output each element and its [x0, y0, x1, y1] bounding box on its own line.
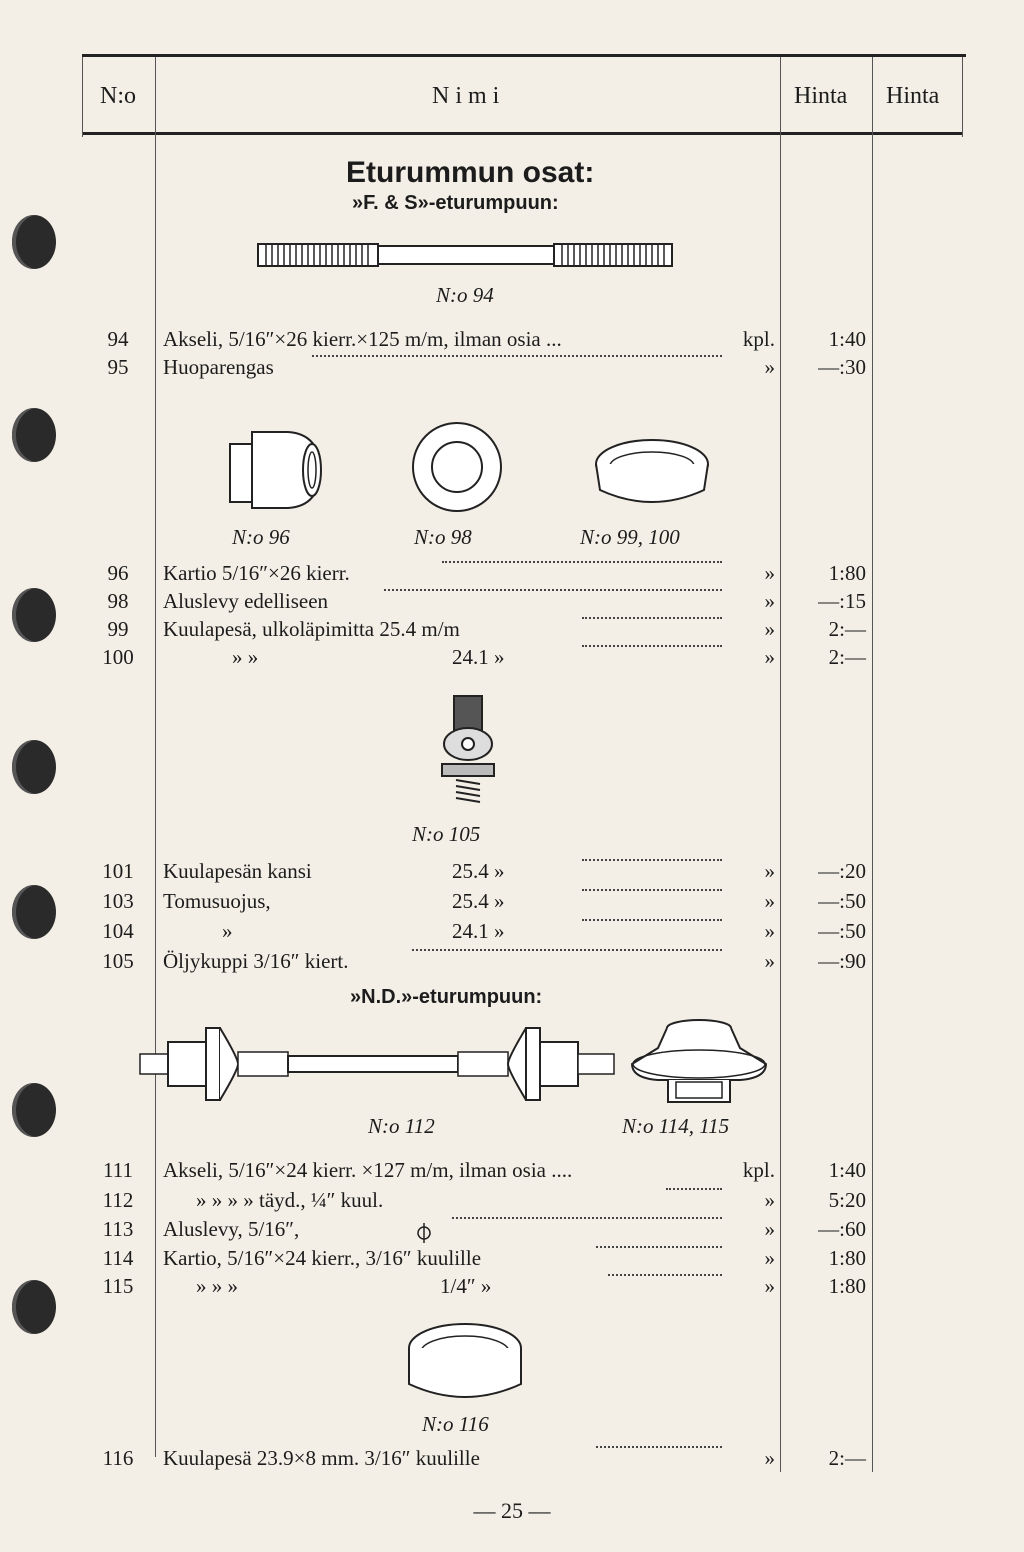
- dot-leader: [582, 859, 722, 861]
- dot-leader: [582, 617, 722, 619]
- caption-99-100: N:o 99, 100: [580, 525, 680, 549]
- table-row: [0, 327, 1024, 357]
- table-row: [0, 1158, 1024, 1188]
- header-no: N:o: [100, 83, 136, 109]
- row-unit: »: [764, 889, 775, 913]
- row-unit: kpl.: [742, 327, 775, 351]
- row-price: —:50: [818, 889, 866, 913]
- row-name: Öljykuppi 3/16″ kiert.: [163, 949, 349, 973]
- dot-leader: [666, 1188, 722, 1190]
- row-name: Akseli, 5/16″×24 kierr. ×127 m/m, ilman osia ....: [163, 1158, 573, 1182]
- dot-leader: [596, 1446, 722, 1448]
- row-price: 1:80: [828, 1274, 866, 1298]
- caption-112: N:o 112: [368, 1114, 435, 1138]
- row-size: 24.1 »: [452, 645, 505, 669]
- row-size: 25.4 »: [452, 889, 505, 913]
- ball-cup-99-illustration: [592, 434, 712, 514]
- oil-cup-105-illustration: [438, 692, 498, 812]
- row-number: 96: [107, 561, 129, 585]
- table-row: [0, 617, 1024, 647]
- row-price: —:30: [818, 355, 866, 379]
- page-number: — 25 —: [473, 1498, 551, 1523]
- row-name: Aluslevy edelliseen: [163, 589, 329, 613]
- top-rule: [82, 54, 966, 57]
- row-name: Kuulapesä 23.9×8 mm. 3/16″ kuulille: [163, 1446, 480, 1470]
- table-row: [0, 1274, 1024, 1304]
- table-row: [0, 949, 1024, 979]
- row-price: —:60: [818, 1217, 866, 1241]
- caption-116: N:o 116: [422, 1412, 489, 1436]
- caption-114-115: N:o 114, 115: [622, 1114, 730, 1138]
- row-unit: »: [764, 859, 775, 883]
- row-price: 1:80: [828, 1246, 866, 1270]
- binder-hole: [12, 215, 56, 269]
- row-price: 2:—: [828, 617, 866, 641]
- row-unit: »: [764, 589, 775, 613]
- row-name: »: [222, 919, 233, 943]
- header-rule: [82, 132, 962, 135]
- row-unit: »: [764, 645, 775, 669]
- caption-105: N:o 105: [412, 822, 481, 846]
- section-subtitle-nd: »N.D.»-eturumpuun:: [350, 986, 543, 1008]
- table-row: [0, 889, 1024, 919]
- row-number: 112: [102, 1188, 134, 1212]
- caption-98: N:o 98: [414, 525, 472, 549]
- row-number: 95: [107, 355, 129, 379]
- dot-leader: [442, 561, 722, 563]
- caption-96: N:o 96: [232, 525, 290, 549]
- row-unit: kpl.: [742, 1158, 775, 1182]
- row-name: Tomusuojus,: [163, 889, 271, 913]
- row-number: 100: [102, 645, 134, 669]
- row-price: 1:80: [828, 561, 866, 585]
- row-unit: »: [764, 1274, 775, 1298]
- row-number: 103: [102, 889, 134, 913]
- row-name: Aluslevy, 5/16″,: [163, 1217, 300, 1241]
- row-number: 105: [102, 949, 134, 973]
- row-price: 1:40: [828, 1158, 866, 1182]
- row-number: 116: [102, 1446, 134, 1470]
- row-name: » » »: [196, 1274, 238, 1298]
- column-divider: [962, 57, 963, 137]
- row-number: 104: [102, 919, 134, 943]
- row-price: —:20: [818, 859, 866, 883]
- table-row: [0, 645, 1024, 675]
- header-name: N i m i: [432, 83, 500, 109]
- row-number: 113: [102, 1217, 134, 1241]
- row-unit: »: [764, 617, 775, 641]
- row-number: 101: [102, 859, 134, 883]
- row-unit: »: [764, 561, 775, 585]
- table-row: [0, 589, 1024, 619]
- row-price: —:50: [818, 919, 866, 943]
- header-price-1: Hinta: [794, 83, 848, 109]
- washer-98-illustration: [410, 420, 504, 514]
- row-size: 1/4″ »: [440, 1274, 492, 1298]
- table-row: [0, 561, 1024, 591]
- dot-leader: [384, 589, 722, 591]
- axle-112-illustration: [138, 1018, 618, 1110]
- table-row: [0, 1217, 1024, 1247]
- dot-leader: [582, 889, 722, 891]
- header-price-2: Hinta: [886, 83, 940, 109]
- section-subtitle-fs: »F. & S»-eturumpuun:: [352, 192, 559, 214]
- table-row: [0, 919, 1024, 949]
- dot-leader: [608, 1274, 722, 1276]
- row-price: —:90: [818, 949, 866, 973]
- row-price: 2:—: [828, 645, 866, 669]
- table-row: [0, 355, 1024, 385]
- row-name: Akseli, 5/16″×26 kierr.×125 m/m, ilman osia ...: [163, 327, 562, 351]
- table-row: [0, 1246, 1024, 1276]
- row-number: 115: [102, 1274, 134, 1298]
- row-unit: »: [764, 355, 775, 379]
- row-number: 94: [107, 327, 129, 351]
- row-unit: »: [764, 1246, 775, 1270]
- dot-leader: [312, 355, 722, 357]
- row-size: 24.1 »: [452, 919, 505, 943]
- dot-leader: [596, 1246, 722, 1248]
- row-name: Huoparengas: [163, 355, 274, 379]
- cone-96-illustration: [228, 424, 328, 516]
- row-unit: »: [764, 919, 775, 943]
- dot-leader: [582, 919, 722, 921]
- binder-hole: [12, 740, 56, 794]
- row-name: Kuulapesä, ulkoläpimitta 25.4 m/m: [163, 617, 460, 641]
- table-row: [0, 859, 1024, 889]
- binder-hole: [12, 1083, 56, 1137]
- row-unit: »: [764, 1446, 775, 1470]
- row-unit: »: [764, 1217, 775, 1241]
- row-size: 25.4 »: [452, 859, 505, 883]
- row-price: —:15: [818, 589, 866, 613]
- axle-94-illustration: [258, 240, 672, 272]
- ball-cup-116-illustration: [404, 1320, 526, 1406]
- row-number: 99: [107, 617, 129, 641]
- row-number: 111: [103, 1158, 133, 1182]
- row-unit: »: [764, 949, 775, 973]
- caption-94: N:o 94: [436, 283, 494, 307]
- row-unit: »: [764, 1188, 775, 1212]
- dot-leader: [582, 645, 722, 647]
- row-number: 98: [107, 589, 129, 613]
- row-name: Kartio, 5/16″×24 kierr., 3/16″ kuulille: [163, 1246, 482, 1270]
- row-price: 2:—: [828, 1446, 866, 1470]
- row-name: » » » » täyd., ¼″ kuul.: [196, 1188, 384, 1212]
- column-divider: [82, 57, 83, 137]
- row-name: » »: [232, 645, 259, 669]
- row-number: 114: [102, 1246, 134, 1270]
- table-row: [0, 1446, 1024, 1476]
- row-price: 5:20: [828, 1188, 866, 1212]
- dot-leader: [452, 1217, 722, 1219]
- row-name: Kartio 5/16″×26 kierr.: [163, 561, 350, 585]
- binder-hole: [12, 408, 56, 462]
- cone-114-illustration: [628, 1018, 770, 1110]
- table-row: [0, 1188, 1024, 1218]
- row-name: Kuulapesän kansi: [163, 859, 312, 883]
- row-price: 1:40: [828, 327, 866, 351]
- dot-leader: [412, 949, 722, 951]
- section-title: Eturummun osat:: [346, 156, 595, 189]
